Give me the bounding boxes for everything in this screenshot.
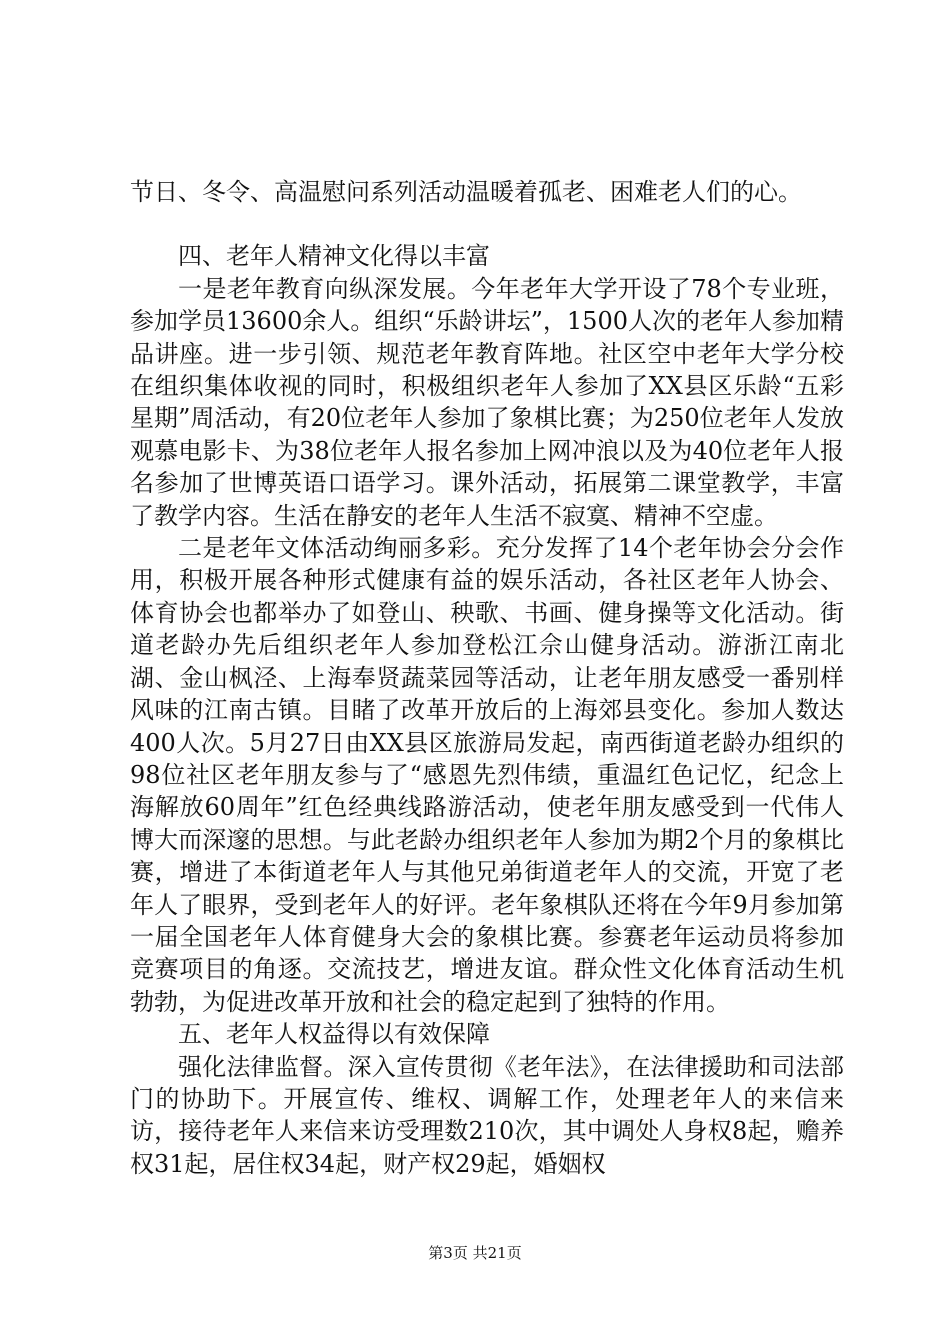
section-heading-five: 五、老年人权益得以有效保障 xyxy=(178,1020,490,1049)
paragraph-elderly-education: 一是老年教育向纵深发展。今年老年大学开设了78个专业班，参加学员13600余人。组织“乐龄讲坛”，1500人次的老年人参加精品讲座。进一步引领、规范老年教育阵地。社区空中老年大学分校在组织集体收视的同时，积极组织老年人参加了XX县区乐龄“五彩星期”周活动，有20位老年人参加了象棋比赛；为250位老年人发放观慕电影卡、为38位老年人报名参加上网冲浪以及为40位老年人报名参加了世博英语口语学习。课外活动，拓展第二课堂教学，丰富了教学内容。生活在静安的老年人生活不寂寞、精神不空虚。 xyxy=(130,274,844,530)
paragraph-legal-supervision: 强化法律监督。深入宣传贯彻《老年法》，在法律援助和司法部门的协助下。开展宣传、维权、调解工作，处理老年人的来信来访，接待老年人来信来访受理数210次，其中调处人身权8起，赡养权31起，居住权34起，财产权29起，婚姻权 xyxy=(130,1052,844,1178)
section-heading-four: 四、老年人精神文化得以丰富 xyxy=(178,242,490,271)
page-number: 第3页 共21页 xyxy=(428,1244,522,1262)
document-body xyxy=(130,176,844,1180)
paragraph-continuation: 节日、冬令、高温慰问系列活动温暖着孤老、困难老人们的心。 xyxy=(130,178,802,206)
paragraph-cultural-activities: 二是老年文体活动绚丽多彩。充分发挥了14个老年协会分会作用，积极开展各种形式健康有益的娱乐活动，各社区老年人协会、体育协会也都举办了如登山、秧歌、书画、健身操等文化活动。街道老龄办先后组织老年人参加登松江佘山健身活动。游浙江南北湖、金山枫泾、上海奉贤蔬菜园等活动，让老年朋友感受一番别样风味的江南古镇。目睹了改革开放后的上海郊县变化。参加人数达400人次。5月27日由XX县区旅游局发起，南西街道老龄办组织的98位社区老年朋友参与了“感恩先烈伟绩，重温红色记忆，纪念上海解放60周年”红色经典线路游活动，使老年朋友感受到一代伟人博大而深邃的思想。与此老龄办组织老年人参加为期2个月的象棋比赛，增进了本街道老年人与其他兄弟街道老年人的交流，开宽了老年人了眼界，受到老年人的好评。老年象棋队还将在今年9月参加第一届全国老年人体育健身大会的象棋比赛。参赛老年运动员将参加竞赛项目的角逐。交流技艺，增进友谊。群众性文化体育活动生机勃勃，为促进改革开放和社会的稳定起到了独特的作用。 xyxy=(130,534,844,1016)
